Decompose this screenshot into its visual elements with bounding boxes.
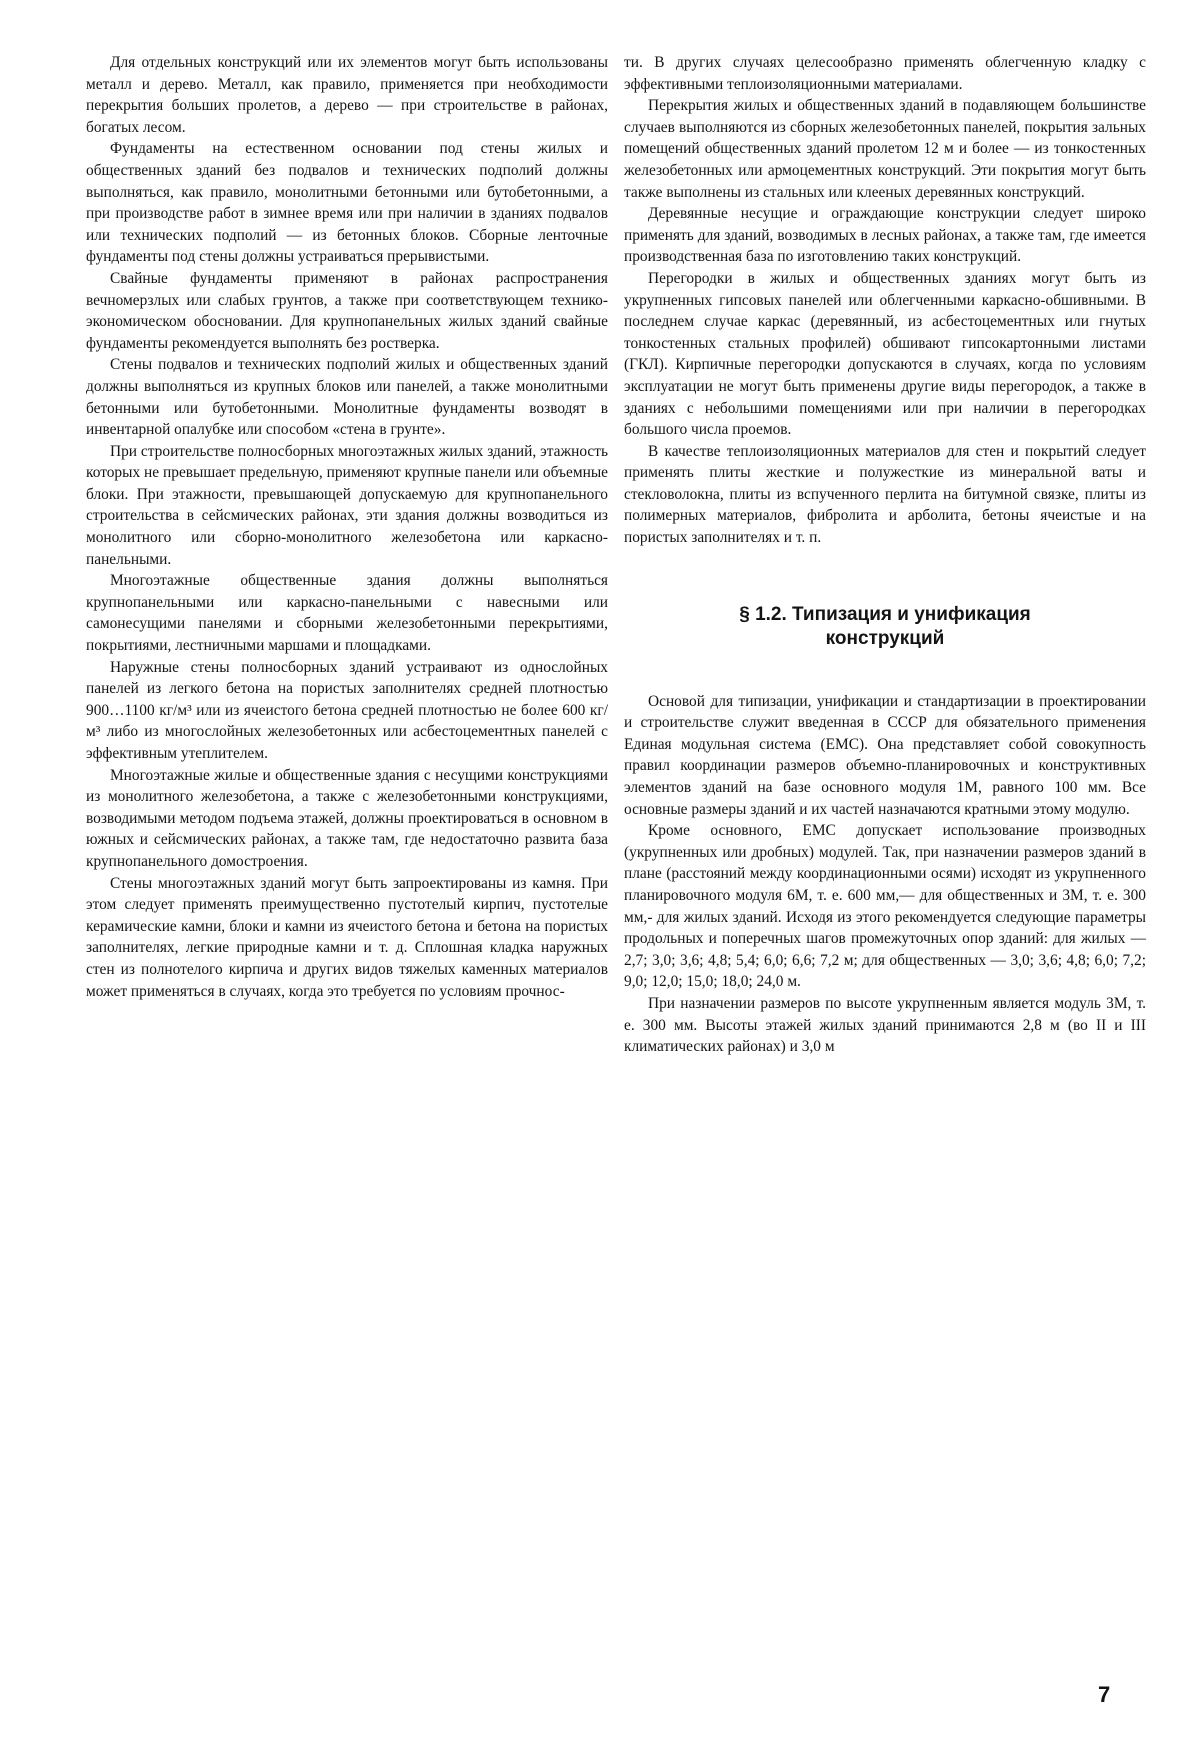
section-heading-line: конструкций <box>825 627 945 649</box>
paragraph: Перегородки в жилых и общественных зданиях могут быть из укрупненных гипсовых панелей или облегченными каркасно-обшивными. В последнем случае каркас (деревянный, из асбестоцементных или гнутых тонкостенных стальных профилей) обшивают гипсокартонными листами (ГКЛ). Кирпичные перегородки допускаются в случаях, когда по условиям эксплуатации не могут быть применены другие виды перегородок, а также в зданиях с небольшими помещениями или при наличии в перегородках большого числа проемов. <box>624 269 1146 439</box>
paragraph: Для отдельных конструкций или их элементов могут быть использованы металл и дерево. Металл, как правило, применяется при необходимости перекрытия больших пролетов, а дерево — при строительстве в районах, богатых лесом. <box>86 54 608 136</box>
paragraph: Основой для типизации, унификации и стандартизации в проектировании и строительстве служит введенная в СССР для обязательного применения Единая модульная система (ЕМС). Она представляет собой совокупность правил координации размеров объемно-планировочных и конструктивных элементов зданий на базе основного модуля 1М, равного 100 мм. Все основные размеры зданий и их частей назначаются кратными этому модулю. <box>624 692 1146 818</box>
paragraph: Деревянные несущие и ограждающие конструкции следует широко применять для зданий, возводимых в лесных районах, а также там, где имеется производственная база по изготовлению таких конструкций. <box>624 205 1146 266</box>
section-heading <box>624 603 1146 651</box>
section-heading-line: § 1.2. Типизация и унификация <box>739 603 1031 625</box>
right-column <box>624 52 1146 1058</box>
paragraph: Перекрытия жилых и общественных зданий в подавляющем большинстве случаев выполняются из сборных железобетонных панелей, покрытия зальных помещений общественных зданий пролетом 12 м и более — из тонкостенных железобетонных или армоцементных конструкций. Эти покрытия могут быть также выполнены из стальных или клееных деревянных конструкций. <box>624 97 1146 201</box>
paragraph: Стены подвалов и технических подполий жилых и общественных зданий должны выполняться из крупных блоков или панелей, а также монолитными бетонными или бутобетонными. Монолитные фундаменты возводят в инвентарной опалубке или способом «стена в грунте». <box>86 356 608 439</box>
paragraph: Наружные стены полносборных зданий устраивают из однослойных панелей из легкого бетона на пористых заполнителях средней плотностью 900…1100 кг/м³ или из ячеистого бетона средней плотностью не более 600 кг/м³ либо из многослойных железобетонных или асбестоцементных панелей с эффективным утеплителем. <box>86 658 608 762</box>
paragraph: В качестве теплоизоляционных материалов для стен и покрытий следует применять плиты жесткие и полужесткие из минеральной ваты и стекловолокна, плиты из вспученного перлита на битумной связке, плиты из полимерных материалов, фибролита и арболита, бетоны ячеистые и на пористых заполнителях и т. п. <box>624 442 1146 547</box>
paragraph: Многоэтажные общественные здания должны выполняться крупнопанельными или каркасно-панельными с навесными или самонесущими панелями и сборными железобетонными перекрытиями, покрытиями, лестничными маршами и площадками. <box>86 572 608 655</box>
paragraph: Фундаменты на естественном основании под стены жилых и общественных зданий без подвалов и технических подполий должны выполняться, как правило, монолитными бетонными или бутобетонными, а при производстве работ в зимнее время или при наличии в зданиях подвалов или технических подполий — из бетонных блоков. Сборные ленточные фундаменты под стены должны устраиваться прерывистыми. <box>86 140 608 266</box>
page-number: 7 <box>1098 1682 1111 1707</box>
paragraph: Свайные фундаменты применяют в районах распространения вечномерзлых или слабых грунтов, а также при соответствующем технико-экономическом обосновании. Для крупнопанельных жилых зданий свайные фундаменты рекомендуется выполнять без ростверка. <box>86 269 608 352</box>
paragraph: При строительстве полносборных многоэтажных жилых зданий, этажность которых не превышает предельную, применяют крупные панели или объемные блоки. При этажности, превышающей допускаемую для крупнопанельного строительства в сейсмических районах, эти здания должны возводиться из монолитного или сборно-монолитного железобетона или каркасно-панельными. <box>86 442 608 568</box>
paragraph: При назначении размеров по высоте укрупненным является модуль 3М, т. е. 300 мм. Высоты этажей жилых зданий принимаются 2,8 м (во II и III климатических районах) и 3,0 м <box>624 994 1146 1056</box>
paragraph: Стены многоэтажных зданий могут быть запроектированы из камня. При этом следует применять преимущественно пустотелый кирпич, пустотелые керамические камни, блоки и камни из ячеистого бетона и бетона на пористых заполнителях, легкие природные камни и т. д. Сплошная кладка наружных стен из полнотелого кирпича и других видов тяжелых каменных материалов может применяться в случаях, когда это требуется по условиям прочнос- <box>86 874 608 1000</box>
paragraph: Многоэтажные жилые и общественные здания с несущими конструкциями из монолитного железобетона, а также с железобетонными конструкциями, возводимыми методом подъема этажей, должны проектироваться в основном в южных и сейсмических районах, а также там, где недостаточно развита база крупнопанельного домостроения. <box>86 766 608 870</box>
left-column <box>86 52 608 1002</box>
paragraph: Кроме основного, ЕМС допускает использование производных (укрупненных или дробных) модулей. Так, при назначении размеров зданий в плане (расстояний между координационными осями) исходят из укрупненного планировочного модуля 6М, т. е. 600 мм,— для общественных и 3М, т. е. 300 мм,- для жилых зданий. Исходя из этого рекомендуется следующие параметры продольных и поперечных шагов промежуточных опор зданий: для жилых — 2,7; 3,0; 3,6; 4,8; 5,4; 6,0; 6,6; 7,2 м; для общественных — 3,0; 3,6; 4,8; 6,0; 7,2; 9,0; 12,0; 15,0; 18,0; 24,0 м. <box>624 822 1146 991</box>
paragraph-continuation: ти. В других случаях целесообразно применять облегченную кладку с эффективными теплоизоляционными материалами. <box>624 54 1146 93</box>
